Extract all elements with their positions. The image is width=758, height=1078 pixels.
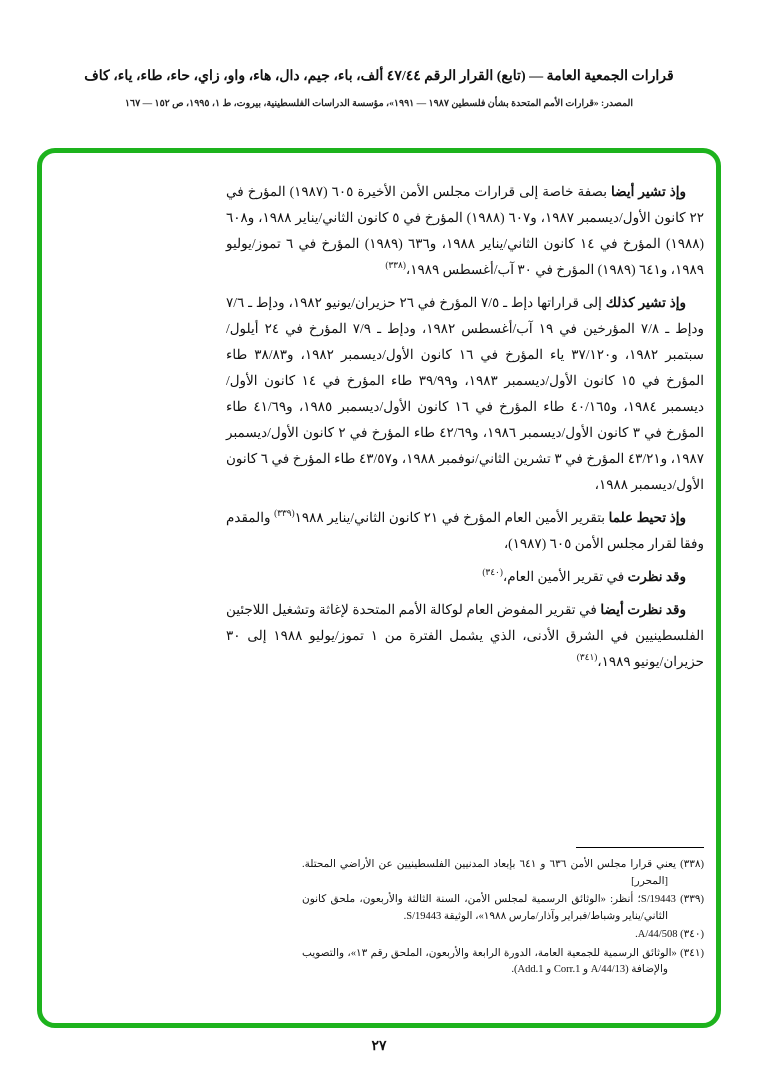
- footnote-text: «الوثائق الرسمية للجمعية العامة، الدورة الرابعة والأربعون، الملحق رقم ١٣»، والتصويب والإضافة (A/44/13 و Corr.1 و Add.1).: [302, 947, 677, 975]
- page-header: [30, 68, 728, 110]
- source-line: المصدر: «قرارات الأمم المتحدة بشأن فلسطين ١٩٨٧ — ١٩٩١»، مؤسسة الدراسات الفلسطينية، بيروت، ط ١، ١٩٩٥، ص ١٥٢ — ١٦٧: [124, 99, 634, 109]
- body-text: [226, 179, 704, 682]
- footnote: [302, 927, 704, 944]
- footnote: [302, 946, 704, 979]
- footnote-reference: (٣٣٩): [274, 508, 295, 518]
- footnotes-section: [302, 847, 704, 981]
- footnote-reference: (٣٣٨): [385, 260, 406, 270]
- paragraph-lead: وإذ تشير كذلك: [605, 295, 687, 310]
- paragraph-lead: وقد نظرت أيضا: [600, 602, 686, 617]
- footnote-number: (٣٣٨): [680, 859, 705, 870]
- footnote-reference: (٣٤٠): [482, 567, 503, 577]
- paragraph-lead: وقد نظرت: [627, 569, 686, 584]
- footnote-text: S/19443؛ أنظر: «الوثائق الرسمية لمجلس الأمن، السنة الثالثة والأربعون، ملحق كانون الثاني/يناير وشباط/فبراير وآذار/مارس ١٩٨٨»، الوثيقة S/19443.: [302, 894, 676, 922]
- footnote: [302, 857, 704, 890]
- body-paragraph: [226, 564, 704, 590]
- paragraph-lead: وإذ تشير أيضا: [611, 184, 687, 199]
- body-paragraph: [226, 505, 704, 557]
- footnote-number: (٣٣٩): [680, 894, 705, 905]
- footnote: [302, 892, 704, 925]
- paragraph-text: بصفة خاصة إلى قرارات مجلس الأمن الأخيرة ٦٠٥ (١٩٨٧) المؤرخ في ٢٢ كانون الأول/ديسمبر ١٩٨٧، و٦٠٧ (١٩٨٨) المؤرخ في ٥ كانون الثاني/يناير ١٩٨٨، و٦٠٨ (١٩٨٨) المؤرخ في ١٤ كانون الثاني/يناير ١٩٨٨، و٦٣٦ (١٩٨٩) المؤرخ في ٦ تموز/يوليو ١٩٨٩، و٦٤١ (١٩٨٩) المؤرخ في ٣٠ آب/أغسطس ١٩٨٩،: [226, 184, 704, 277]
- footnote-number: (٣٤١): [680, 947, 704, 959]
- content-frame: [37, 148, 721, 1028]
- resolution-title: قرارات الجمعية العامة — (تابع) القرار الرقم ٤٧/٤٤ ألف، باء، جيم، دال، هاء، واو، زاي، حاء، طاء، ياء، كاف: [84, 69, 674, 84]
- footnote-reference: (٣٤١): [576, 652, 598, 662]
- footnote-text: A/44/508.: [635, 929, 678, 940]
- paragraph-tail: والمقدم وفقا لقرار مجلس الأمن ٦٠٥ (١٩٨٧)،: [226, 510, 704, 551]
- paragraph-text: بتقرير الأمين العام المؤرخ في ٢١ كانون الثاني/يناير ١٩٨٨: [294, 510, 609, 525]
- paragraph-text: في تقرير المفوض العام لوكالة الأمم المتحدة لإغاثة وتشغيل اللاجئين الفلسطينيين في الشرق الأدنى، الذي يشمل الفترة من ١ تموز/يوليو ١٩٨٨ إلى ٣٠ حزيران/يونيو ١٩٨٩،: [226, 602, 705, 669]
- footnote-separator: [576, 847, 704, 848]
- footnote-number: (٣٤٠): [680, 929, 704, 940]
- page-number: ٢٧: [371, 1039, 387, 1054]
- footnote-text: يعني قرارا مجلس الأمن ٦٣٦ و ٦٤١ بإبعاد المدنيين الفلسطينيين عن الأراضي المحتلة. [المحرر]: [302, 859, 677, 887]
- paragraph-lead: وإذ تحيط علما: [608, 510, 686, 525]
- body-paragraph: [226, 179, 704, 283]
- paragraph-text: في تقرير الأمين العام،: [502, 569, 628, 584]
- body-paragraph: [226, 290, 704, 498]
- paragraph-text: إلى قراراتها دإط ـ ٧/٥ المؤرخ في ٢٦ حزيران/يونيو ١٩٨٢، ودإط ـ ٧/٦ ودإط ـ ٧/٨ المؤرخين في ١٩ آب/أغسطس ١٩٨٢، ودإط ـ ٧/٩ المؤرخ في ٢٤ أيلول/سبتمبر ١٩٨٢، و٣٧/١٢٠ ياء المؤرخ في ١٦ كانون الأول/ديسمبر ١٩٨٢، و٣٨/٨٣ طاء المؤرخ في ١٥ كانون الأول/ديسمبر ١٩٨٣، و٣٩/٩٩ طاء المؤرخ في ١٤ كانون الأول/ديسمبر ١٩٨٤، و٤٠/١٦٥ طاء المؤرخ في ١٦ كانون الأول/ديسمبر ١٩٨٥، و٤١/٦٩ طاء المؤرخ في ٣ كانون الأول/ديسمبر ١٩٨٦، و٤٢/٦٩ طاء المؤرخ في ٢ كانون الأول/ديسمبر ١٩٨٧، و٤٣/٢١ المؤرخ في ٣ تشرين الثاني/نوفمبر ١٩٨٨، و٤٣/٥٧ طاء المؤرخ في ٦ كانون الأول/ديسمبر ١٩٨٨،: [226, 295, 705, 492]
- body-paragraph: [226, 597, 704, 675]
